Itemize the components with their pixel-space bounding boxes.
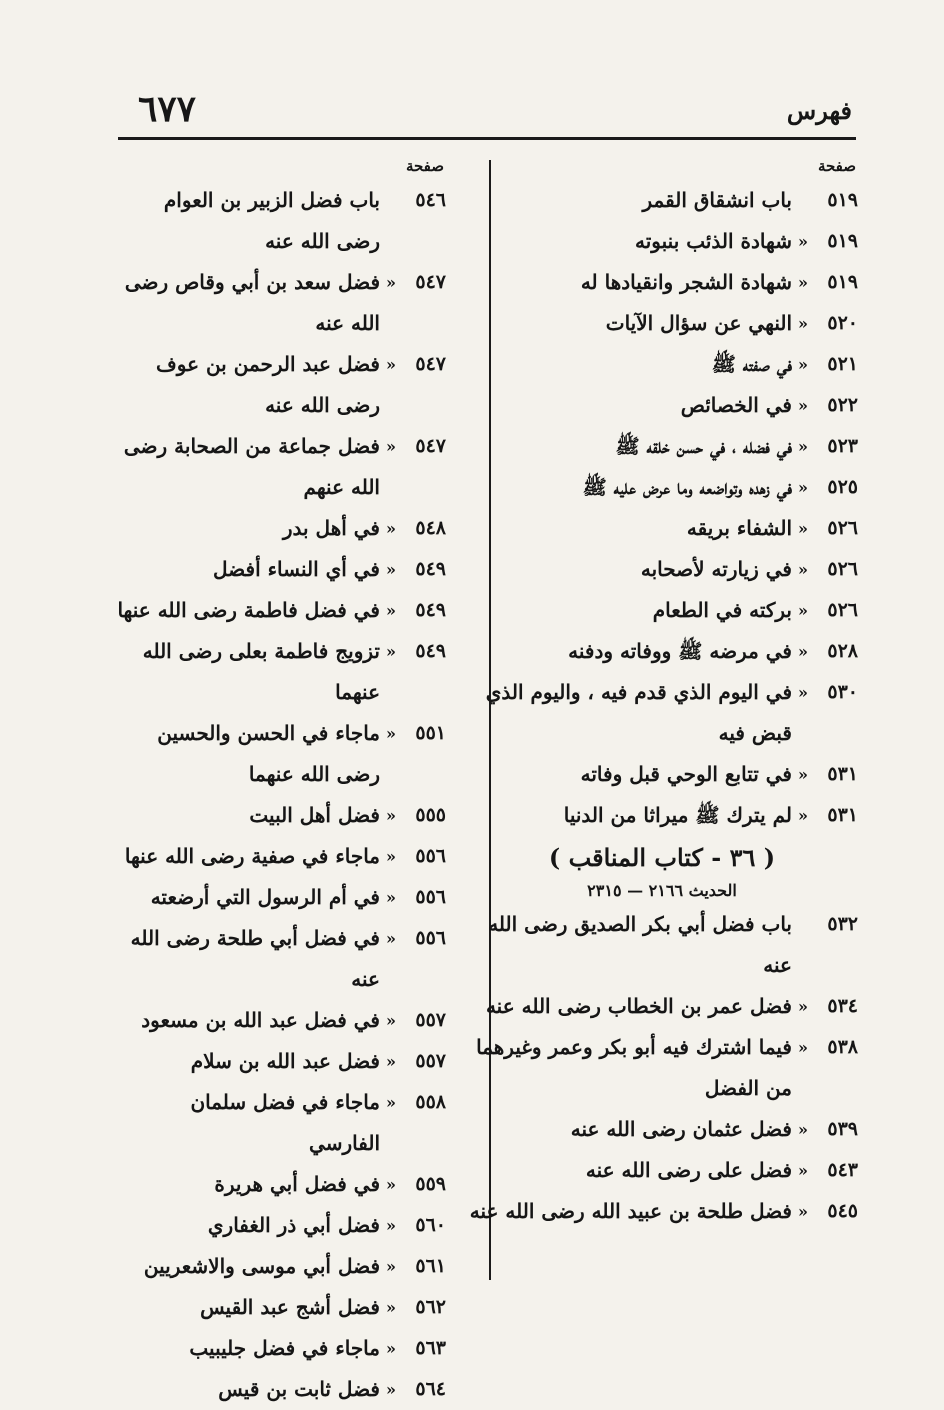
entry-page-number: ٥٥٨ <box>415 1091 446 1113</box>
index-entry <box>466 754 858 795</box>
entry-title: في صفته ﷺ <box>711 352 792 376</box>
entry-title: فضل جماعة من الصحابة رضى الله عنهم <box>123 434 380 499</box>
index-entry <box>116 1246 446 1287</box>
entry-page-number: ٥٦٠ <box>415 1214 446 1236</box>
entry-title: بركته في الطعام <box>652 598 792 622</box>
index-column-right <box>466 152 858 1232</box>
entry-ditto-mark: « <box>798 355 808 374</box>
entry-title: فيما اشترك فيه أبو بكر وعمر وغيرهما من الفضل <box>476 1035 792 1100</box>
index-entry <box>116 1164 446 1205</box>
entry-page-number: ٥٣١ <box>827 804 858 826</box>
index-entry <box>116 180 446 262</box>
entry-page-number: ٥٣٤ <box>827 995 858 1017</box>
index-entry <box>466 262 858 303</box>
entry-title: في أم الرسول التي أرضعته <box>150 885 380 909</box>
index-entry <box>116 713 446 795</box>
entry-ditto-mark: « <box>386 1339 396 1358</box>
entry-page-number: ٥٣٩ <box>827 1118 858 1140</box>
entry-title: فضل عمر بن الخطاب رضى الله عنه <box>485 994 792 1018</box>
entry-title: في الخصائص <box>680 393 792 417</box>
entry-list <box>466 904 858 1232</box>
entry-title: في أهل بدر <box>282 516 380 540</box>
entry-page-number: ٥٤٩ <box>415 599 446 621</box>
entry-page-number: ٥٥٧ <box>415 1009 446 1031</box>
entry-title: باب فضل الزبير بن العوام رضى الله عنه <box>163 188 380 253</box>
entry-ditto-mark: « <box>386 601 396 620</box>
entry-ditto-mark: « <box>798 560 808 579</box>
index-entry <box>466 385 858 426</box>
entry-ditto-mark: « <box>386 1011 396 1030</box>
index-entry <box>116 426 446 508</box>
entry-title: فضل عبد الرحمن بن عوف رضى الله عنه <box>156 352 380 417</box>
entry-ditto-mark: « <box>386 888 396 907</box>
entry-title: في اليوم الذي قدم فيه ، واليوم الذي قبض فيه <box>485 680 792 745</box>
entry-page-number: ٥٢١ <box>827 353 858 375</box>
index-entry <box>116 1328 446 1369</box>
index-entry <box>466 1027 858 1109</box>
entry-page-number: ٥٢٥ <box>827 476 858 498</box>
entry-ditto-mark: « <box>798 765 808 784</box>
entry-title: فضل أهل البيت <box>249 803 380 827</box>
entry-ditto-mark: « <box>798 642 808 661</box>
entry-ditto-mark: « <box>798 437 808 456</box>
running-title: فهرس <box>786 96 852 125</box>
entry-ditto-mark: « <box>798 997 808 1016</box>
entry-ditto-mark: « <box>386 724 396 743</box>
entry-page-number: ٥٣٠ <box>827 681 858 703</box>
entry-page-number: ٥٥٩ <box>415 1173 446 1195</box>
entry-ditto-mark: « <box>386 929 396 948</box>
entry-ditto-mark: « <box>798 314 808 333</box>
entry-ditto-mark: « <box>798 806 808 825</box>
chapter-title: ( ٣٦ - كتاب المناقب ) <box>548 843 776 872</box>
entry-title: في مرضه ﷺ ووفاته ودفنه <box>568 639 792 663</box>
entry-page-number: ٥٤٣ <box>827 1159 858 1181</box>
entry-ditto-mark: « <box>386 273 396 292</box>
page-column-label: صفحة <box>405 157 444 175</box>
index-column-left <box>116 152 446 1410</box>
chapter-hadith-range: الحديث ٢١٦٦ — ٢٣١٥ <box>587 881 737 900</box>
entry-title: باب فضل أبي بكر الصديق رضى الله عنه <box>488 912 792 977</box>
index-entry <box>466 1191 858 1232</box>
entry-title: في أي النساء أفضل <box>213 557 380 581</box>
entry-title: ماجاء في فضل سلمان الفارسي <box>190 1090 380 1155</box>
entry-title: في تتابع الوحي قبل وفاته <box>580 762 792 786</box>
index-entry <box>466 1150 858 1191</box>
entry-page-number: ٥٤٧ <box>415 353 446 375</box>
index-entry <box>116 590 446 631</box>
entry-list <box>466 180 858 836</box>
entry-ditto-mark: « <box>386 1216 396 1235</box>
entry-ditto-mark: « <box>386 806 396 825</box>
index-entry <box>466 221 858 262</box>
entry-title: فضل سعد بن أبي وقاص رضى الله عنه <box>124 270 380 335</box>
entry-page-number: ٥٢٣ <box>827 435 858 457</box>
index-entry <box>116 836 446 877</box>
index-entry <box>466 590 858 631</box>
entry-ditto-mark: « <box>798 1202 808 1221</box>
index-entry <box>116 1000 446 1041</box>
index-entry <box>116 1369 446 1410</box>
entry-ditto-mark: « <box>386 1380 396 1399</box>
index-entry <box>466 549 858 590</box>
entry-page-number: ٥٦٤ <box>415 1378 446 1400</box>
entry-title: النهي عن سؤال الآيات <box>605 311 792 335</box>
page-number: ٦٧٧ <box>138 88 197 130</box>
page-column-label: صفحة <box>817 157 856 175</box>
entry-page-number: ٥٤٧ <box>415 435 446 457</box>
entry-title: فضل عبد الله بن سلام <box>190 1049 380 1073</box>
entry-ditto-mark: « <box>798 478 808 497</box>
entry-page-number: ٥٦١ <box>415 1255 446 1277</box>
entry-page-number: ٥٣٢ <box>827 913 858 935</box>
entry-page-number: ٥٢٦ <box>827 517 858 539</box>
entry-page-number: ٥٢٢ <box>827 394 858 416</box>
entry-title: ماجاء في الحسن والحسين رضى الله عنهما <box>157 721 380 786</box>
entry-title: فضل أبي موسى والاشعريين <box>143 1254 380 1278</box>
entry-title: شهادة الذئب بنبوته <box>635 229 792 253</box>
entry-page-number: ٥٤٧ <box>415 271 446 293</box>
index-entry <box>116 631 446 713</box>
entry-ditto-mark: « <box>386 642 396 661</box>
index-entry <box>116 1287 446 1328</box>
entry-title: فضل أبي ذر الغفاري <box>207 1213 380 1237</box>
entry-ditto-mark: « <box>386 1052 396 1071</box>
index-entry <box>466 631 858 672</box>
entry-list <box>116 180 446 1410</box>
entry-title: في فضل أبي طلحة رضى الله عنه <box>130 926 380 991</box>
entry-page-number: ٥٢٨ <box>827 640 858 662</box>
entry-page-number: ٥٢٠ <box>827 312 858 334</box>
entry-title: في فضله ، في حسن خلقه ﷺ <box>615 434 792 458</box>
entry-title: فضل أشج عبد القيس <box>200 1295 380 1319</box>
entry-page-number: ٥٤٦ <box>415 189 446 211</box>
entry-page-number: ٥٤٩ <box>415 558 446 580</box>
entry-ditto-mark: « <box>798 1120 808 1139</box>
index-entry <box>466 180 858 221</box>
entry-ditto-mark: « <box>798 273 808 292</box>
entry-ditto-mark: « <box>386 519 396 538</box>
entry-page-number: ٥٥١ <box>415 722 446 744</box>
entry-page-number: ٥٤٩ <box>415 640 446 662</box>
index-entry <box>466 672 858 754</box>
entry-page-number: ٥٥٦ <box>415 845 446 867</box>
entry-page-number: ٥٥٧ <box>415 1050 446 1072</box>
entry-page-number: ٥٥٦ <box>415 886 446 908</box>
entry-ditto-mark: « <box>386 1093 396 1112</box>
entry-ditto-mark: « <box>386 355 396 374</box>
entry-ditto-mark: « <box>386 1257 396 1276</box>
index-entry <box>466 467 858 508</box>
entry-title: تزويج فاطمة بعلى رضى الله عنهما <box>142 639 380 704</box>
index-entry <box>116 1205 446 1246</box>
entry-page-number: ٥١٩ <box>827 189 858 211</box>
entry-title: باب انشقاق القمر <box>642 188 792 212</box>
index-entry <box>466 1109 858 1150</box>
entry-title: شهادة الشجر وانقيادها له <box>580 270 792 294</box>
entry-ditto-mark: « <box>798 1038 808 1057</box>
index-entry <box>116 877 446 918</box>
index-entry <box>116 1041 446 1082</box>
entry-ditto-mark: « <box>386 560 396 579</box>
entry-ditto-mark: « <box>798 683 808 702</box>
index-entry <box>466 508 858 549</box>
entry-title: في زهده وتواضعه وما عرض عليه ﷺ <box>582 475 792 499</box>
entry-ditto-mark: « <box>798 232 808 251</box>
entry-page-number: ٥٥٦ <box>415 927 446 949</box>
entry-title: في فضل فاطمة رضى الله عنها <box>117 598 380 622</box>
entry-ditto-mark: « <box>386 1175 396 1194</box>
index-entry <box>116 1082 446 1164</box>
index-entry <box>466 795 858 836</box>
entry-title: في فضل أبي هريرة <box>214 1172 380 1196</box>
entry-title: الشفاء بريقه <box>686 516 792 540</box>
entry-page-number: ٥٣٨ <box>827 1036 858 1058</box>
entry-title: في فضل عبد الله بن مسعود <box>141 1008 380 1032</box>
index-entry <box>116 262 446 344</box>
entry-ditto-mark: « <box>798 519 808 538</box>
entry-title: فضل عثمان رضى الله عنه <box>570 1117 792 1141</box>
entry-ditto-mark: « <box>798 396 808 415</box>
entry-page-number: ٥٤٥ <box>827 1200 858 1222</box>
index-entry <box>466 986 858 1027</box>
entry-ditto-mark: « <box>798 601 808 620</box>
entry-ditto-mark: « <box>386 847 396 866</box>
index-entry <box>116 508 446 549</box>
entry-title: ماجاء في فضل جليبيب <box>189 1336 380 1360</box>
entry-page-number: ٥٤٨ <box>415 517 446 539</box>
index-entry <box>116 549 446 590</box>
entry-page-number: ٥٢٦ <box>827 558 858 580</box>
entry-page-number: ٥٦٣ <box>415 1337 446 1359</box>
index-entry <box>466 344 858 385</box>
index-entry <box>466 904 858 986</box>
entry-ditto-mark: « <box>386 1298 396 1317</box>
entry-page-number: ٥٣١ <box>827 763 858 785</box>
header-rule <box>118 137 856 140</box>
entry-title: فضل على رضى الله عنه <box>585 1158 792 1182</box>
entry-title: فضل ثابت بن قيس <box>218 1377 380 1401</box>
index-entry <box>116 344 446 426</box>
index-entry <box>116 918 446 1000</box>
index-entry <box>466 426 858 467</box>
entry-page-number: ٥٢٦ <box>827 599 858 621</box>
entry-title: لم يترك ﷺ ميراثا من الدنيا <box>563 803 792 827</box>
index-entry <box>116 795 446 836</box>
entry-ditto-mark: « <box>798 1161 808 1180</box>
index-entry <box>466 303 858 344</box>
entry-page-number: ٥١٩ <box>827 230 858 252</box>
entry-page-number: ٥٥٥ <box>415 804 446 826</box>
entry-title: فضل طلحة بن عبيد الله رضى الله عنه <box>469 1199 792 1223</box>
entry-page-number: ٥٦٢ <box>415 1296 446 1318</box>
entry-title: في زيارته لأصحابه <box>640 557 792 581</box>
entry-title: ماجاء في صفية رضى الله عنها <box>124 844 380 868</box>
entry-page-number: ٥١٩ <box>827 271 858 293</box>
entry-ditto-mark: « <box>386 437 396 456</box>
page-header <box>118 88 858 134</box>
